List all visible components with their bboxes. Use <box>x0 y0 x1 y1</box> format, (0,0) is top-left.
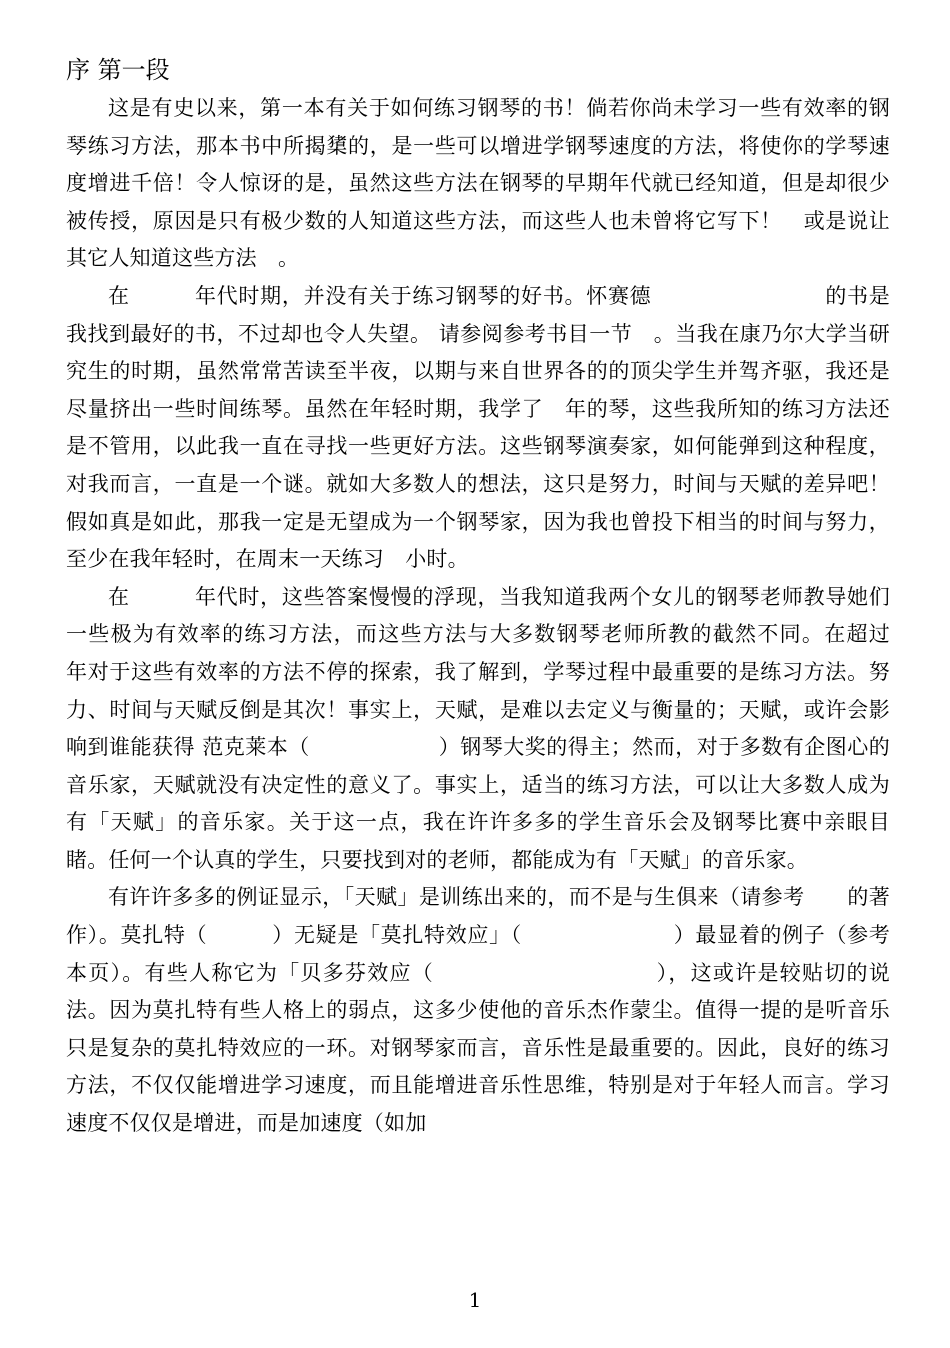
paragraph-4: 有许许多多的例证显示，「天赋」是训练出来的，而不是与生俱来（请参考 的著作）。莫扎特（ ）无疑是「莫扎特效应」（ ）最显着的例子（参考本页）。有些人称它为「贝多芬效应（ ），这或许是较贴切的说法。因为莫扎特有些人格上的弱点，这多少使他的音乐杰作蒙尘。值得一提的是听音乐只是复杂的莫扎特效应的一环。对钢琴家而言，音乐性是最重要的。因此，良好的练习方法，不仅仅能增进学习速度，而且能增进音乐性思维，特别是对于年轻人而言。学习速度不仅仅是增进，而是加速度（如加 <box>66 885 890 1136</box>
section-title: 序 第一段 <box>66 56 170 84</box>
paragraph-3: 在 年代时，这些答案慢慢的浮现，当我知道我两个女儿的钢琴老师教导她们一些极为有效率的练习方法，而这些方法与大多数钢琴老师所教的截然不同。在超过 年对于这些有效率的方法不停的探索，我了解到，学琴过程中最重要的是练习方法。努力、时间与天赋反倒是其次！事实上，天赋，是难以去定义与衡量的；天赋，或许会影响到谁能获得 范克莱本（ ）钢琴大奖的得主；然而，对于多数有企图心的音乐家，天赋就没有决定性的意义了。事实上，适当的练习方法，可以让大多数人成为有「天赋」的音乐家。关于这一点，我在许许多多的学生音乐会及钢琴比赛中亲眼目睹。任何一个认真的学生，只要找到对的老师，都能成为有「天赋」的音乐家。 <box>66 584 933 872</box>
page-number: 1 <box>468 1288 482 1312</box>
paragraph-1: 这是有史以来，第一本有关于如何练习钢琴的书！倘若你尚未学习一些有效率的钢琴练习方法，那本书中所揭橥的，是一些可以增进学钢琴速度的方法，将使你的学琴速度增进千倍！令人惊讶的是，虽然这些方法在钢琴的早期年代就已经知道，但是却很少被传授，原因是只有极少数的人知道这些方法，而这些人也未曾将它写下！ 或是说让其它人知道这些方法 。 <box>66 96 890 271</box>
paragraph-2: 在 年代时期，并没有关于练习钢琴的好书。怀赛德 的书是我找到最好的书，不过却也令人失望。 请参阅参考书目一节 。当我在康乃尔大学当研究生的时期，虽然常常苦读至半夜，以期与来自世界各的的顶尖学生并驾齐驱，我还是尽量挤出一些时间练琴。虽然在年轻时期，我学了 年的琴，这些我所知的练习方法还是不管用，以此我一直在寻找一些更好方法。这些钢琴演奏家，如何能弹到这种程度，对我而言，一直是一个谜。就如大多数人的想法，这只是努力，时间与天赋的差异吧！假如真是如此，那我一定是无望成为一个钢琴家，因为我也曾投下相当的时间与努力，至少在我年轻时，在周末一天练习 小时。 <box>66 283 890 572</box>
